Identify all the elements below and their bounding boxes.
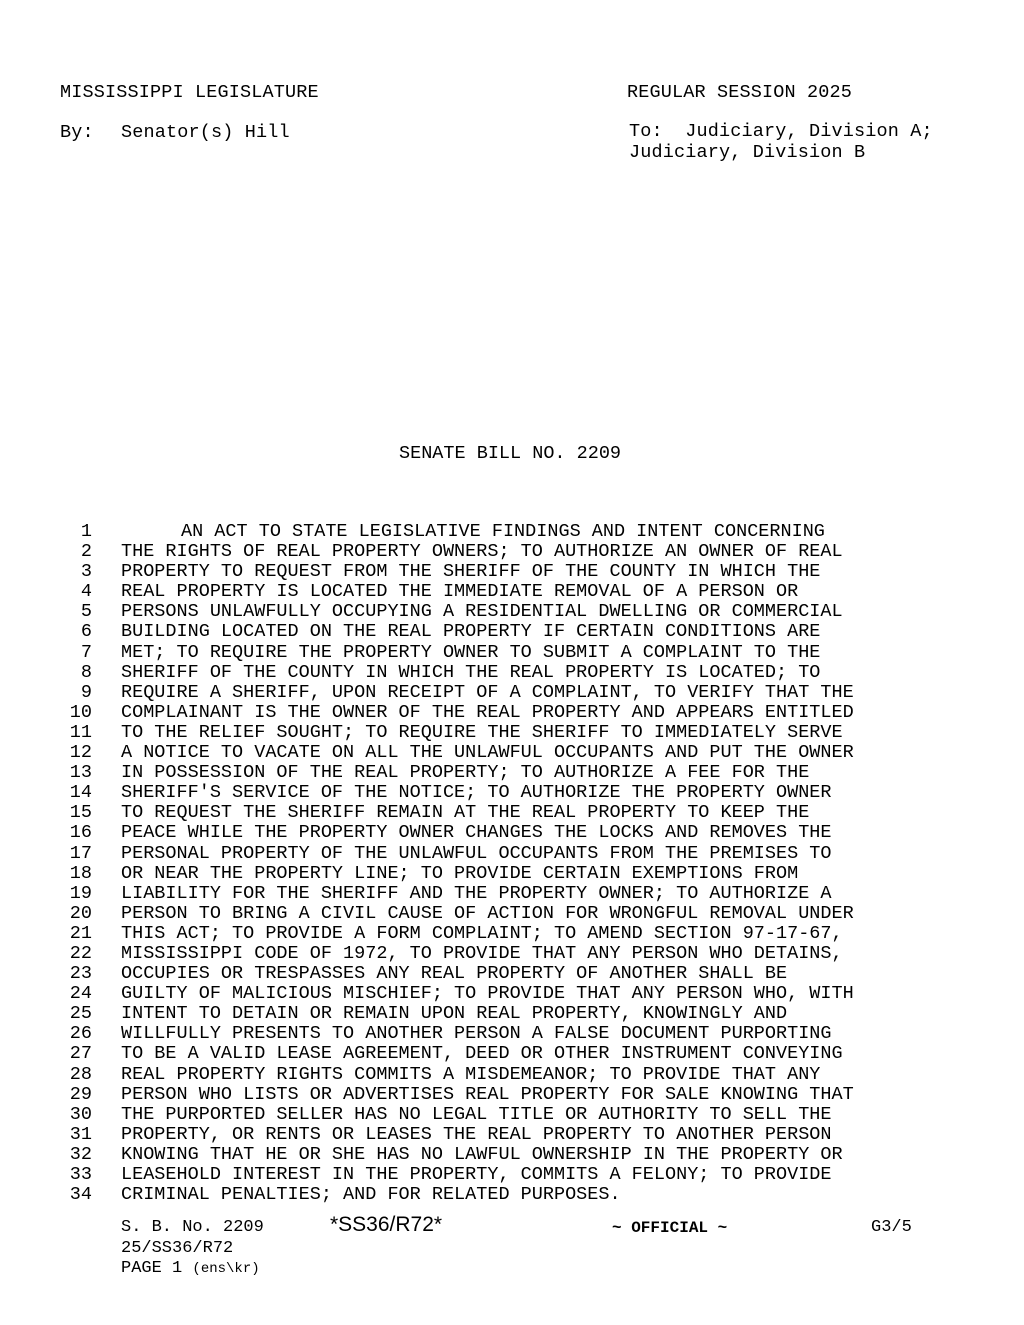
line-number: 9 xyxy=(80,681,92,703)
line-number: 7 xyxy=(80,641,92,663)
bill-line xyxy=(0,924,1024,944)
bill-line xyxy=(0,884,1024,904)
line-text: LEASEHOLD INTEREST IN THE PROPERTY, COMMITS A FELONY; TO PROVIDE xyxy=(121,1164,832,1185)
line-number: 24 xyxy=(69,983,92,1005)
bill-line xyxy=(0,723,1024,743)
line-text: MISSISSIPPI CODE OF 1972, TO PROVIDE THAT ANY PERSON WHO DETAINS, xyxy=(121,942,843,964)
footer-code: G3/5 xyxy=(871,1218,912,1237)
bill-line xyxy=(0,643,1024,663)
line-text: TO THE RELIEF SOUGHT; TO REQUIRE THE SHERIFF TO IMMEDIATELY SERVE xyxy=(121,721,843,743)
bill-line xyxy=(0,622,1024,642)
barcode-text: *SS36/R72* xyxy=(330,1213,443,1236)
line-text: PERSONAL PROPERTY OF THE UNLAWFUL OCCUPANTS FROM THE PREMISES TO xyxy=(121,842,832,864)
line-text: SHERIFF OF THE COUNTY IN WHICH THE REAL PROPERTY IS LOCATED; TO xyxy=(121,661,821,683)
bill-line xyxy=(0,562,1024,582)
official-label: ~ OFFICIAL ~ xyxy=(612,1219,728,1237)
line-number: 21 xyxy=(69,922,92,944)
bill-line xyxy=(0,844,1024,864)
line-number: 23 xyxy=(69,963,92,985)
page-note: (ens\kr) xyxy=(192,1261,260,1277)
line-number: 26 xyxy=(69,1023,92,1045)
line-number: 4 xyxy=(80,581,92,603)
line-text: AN ACT TO STATE LEGISLATIVE FINDINGS AND INTENT CONCERNING xyxy=(181,521,825,542)
bill-line xyxy=(0,823,1024,843)
legislature-name: MISSISSIPPI LEGISLATURE xyxy=(60,82,319,103)
bill-line xyxy=(0,944,1024,964)
line-number: 30 xyxy=(69,1103,92,1125)
line-number: 20 xyxy=(69,902,92,924)
line-number: 22 xyxy=(69,942,92,964)
committee-referral-line2: Judiciary, Division B xyxy=(629,142,866,163)
bill-line xyxy=(0,542,1024,562)
bill-line xyxy=(0,582,1024,602)
bill-line xyxy=(0,803,1024,823)
line-number: 6 xyxy=(80,621,92,643)
line-number: 14 xyxy=(69,782,92,804)
line-text: TO REQUEST THE SHERIFF REMAIN AT THE REAL PROPERTY TO KEEP THE xyxy=(121,802,810,824)
bill-line xyxy=(0,1105,1024,1125)
bill-line xyxy=(0,1024,1024,1044)
bill-line xyxy=(0,663,1024,683)
bill-line xyxy=(0,602,1024,622)
bill-line xyxy=(0,1065,1024,1085)
line-number: 3 xyxy=(80,561,92,583)
line-text: MET; TO REQUIRE THE PROPERTY OWNER TO SUBMIT A COMPLAINT TO THE xyxy=(121,641,821,663)
page-label: PAGE 1 xyxy=(121,1259,183,1278)
committee-referral-line1: To: Judiciary, Division A; xyxy=(629,121,933,142)
line-number: 15 xyxy=(69,802,92,824)
bill-line xyxy=(0,864,1024,884)
line-text: REAL PROPERTY IS LOCATED THE IMMEDIATE REMOVAL OF A PERSON OR xyxy=(121,581,799,603)
bill-line xyxy=(0,763,1024,783)
line-text: OCCUPIES OR TRESPASSES ANY REAL PROPERTY OF ANOTHER SHALL BE xyxy=(121,963,788,985)
by-label: By: xyxy=(60,122,94,143)
line-number: 1 xyxy=(80,521,92,542)
line-number: 25 xyxy=(69,1003,92,1025)
bill-line xyxy=(0,964,1024,984)
sponsor-name: Senator(s) Hill xyxy=(121,122,290,143)
footer-version: 25/SS36/R72 xyxy=(121,1239,234,1258)
session-label: REGULAR SESSION 2025 xyxy=(627,82,853,103)
line-text: THE RIGHTS OF REAL PROPERTY OWNERS; TO AUTHORIZE AN OWNER OF REAL xyxy=(121,541,843,563)
bill-line xyxy=(0,1165,1024,1185)
line-number: 19 xyxy=(69,882,92,904)
bill-title: SENATE BILL NO. 2209 xyxy=(399,443,622,464)
line-text: REQUIRE A SHERIFF, UPON RECEIPT OF A COMPLAINT, TO VERIFY THAT THE xyxy=(121,681,854,703)
bill-line xyxy=(0,1185,1024,1205)
line-text: OR NEAR THE PROPERTY LINE; TO PROVIDE CERTAIN EXEMPTIONS FROM xyxy=(121,862,799,884)
line-text: BUILDING LOCATED ON THE REAL PROPERTY IF CERTAIN CONDITIONS ARE xyxy=(121,621,821,643)
line-number: 31 xyxy=(69,1123,92,1145)
line-number: 34 xyxy=(69,1184,92,1206)
line-number: 17 xyxy=(69,842,92,864)
line-text: PEACE WHILE THE PROPERTY OWNER CHANGES THE LOCKS AND REMOVES THE xyxy=(121,822,832,844)
line-text: PROPERTY TO REQUEST FROM THE SHERIFF OF THE COUNTY IN WHICH THE xyxy=(121,561,821,583)
line-number: 5 xyxy=(80,601,92,623)
line-number: 27 xyxy=(69,1043,92,1065)
line-number: 12 xyxy=(69,742,92,764)
line-number: 29 xyxy=(69,1083,92,1105)
bill-line xyxy=(0,783,1024,803)
line-number: 11 xyxy=(69,721,92,743)
line-text: A NOTICE TO VACATE ON ALL THE UNLAWFUL OCCUPANTS AND PUT THE OWNER xyxy=(121,742,854,764)
line-number: 8 xyxy=(80,661,92,683)
footer-bill-ref: S. B. No. 2209 xyxy=(121,1218,264,1237)
line-text: COMPLAINANT IS THE OWNER OF THE REAL PROPERTY AND APPEARS ENTITLED xyxy=(121,701,854,723)
bill-line xyxy=(0,1145,1024,1165)
line-text: PERSONS UNLAWFULLY OCCUPYING A RESIDENTIAL DWELLING OR COMMERCIAL xyxy=(121,601,843,623)
bill-line xyxy=(0,522,1024,542)
line-text: PERSON TO BRING A CIVIL CAUSE OF ACTION FOR WRONGFUL REMOVAL UNDER xyxy=(121,902,854,924)
line-number: 10 xyxy=(69,701,92,723)
line-number: 2 xyxy=(80,541,92,563)
bill-line xyxy=(0,1004,1024,1024)
line-number: 28 xyxy=(69,1063,92,1085)
footer-page xyxy=(121,1259,260,1278)
line-text: SHERIFF'S SERVICE OF THE NOTICE; TO AUTHORIZE THE PROPERTY OWNER xyxy=(121,782,832,804)
line-text: THE PURPORTED SELLER HAS NO LEGAL TITLE OR AUTHORITY TO SELL THE xyxy=(121,1103,832,1125)
bill-line xyxy=(0,1044,1024,1064)
bill-line xyxy=(0,1085,1024,1105)
bill-text xyxy=(0,522,1024,1205)
line-text: INTENT TO DETAIN OR REMAIN UPON REAL PROPERTY, KNOWINGLY AND xyxy=(121,1003,788,1025)
bill-line xyxy=(0,703,1024,723)
line-text: REAL PROPERTY RIGHTS COMMITS A MISDEMEANOR; TO PROVIDE THAT ANY xyxy=(121,1063,821,1085)
bill-line xyxy=(0,683,1024,703)
line-number: 32 xyxy=(69,1143,92,1165)
line-text: LIABILITY FOR THE SHERIFF AND THE PROPERTY OWNER; TO AUTHORIZE A xyxy=(121,882,832,904)
line-number: 13 xyxy=(69,762,92,784)
bill-line xyxy=(0,984,1024,1004)
bill-line xyxy=(0,1125,1024,1145)
line-text: THIS ACT; TO PROVIDE A FORM COMPLAINT; TO AMEND SECTION 97-17-67, xyxy=(121,922,843,944)
bill-line xyxy=(0,904,1024,924)
line-text: CRIMINAL PENALTIES; AND FOR RELATED PURPOSES. xyxy=(121,1184,621,1206)
line-number: 18 xyxy=(69,862,92,884)
bill-line xyxy=(0,743,1024,763)
line-text: KNOWING THAT HE OR SHE HAS NO LAWFUL OWNERSHIP IN THE PROPERTY OR xyxy=(121,1143,843,1165)
line-text: TO BE A VALID LEASE AGREEMENT, DEED OR OTHER INSTRUMENT CONVEYING xyxy=(121,1043,843,1065)
line-text: PROPERTY, OR RENTS OR LEASES THE REAL PROPERTY TO ANOTHER PERSON xyxy=(121,1123,832,1145)
line-text: GUILTY OF MALICIOUS MISCHIEF; TO PROVIDE THAT ANY PERSON WHO, WITH xyxy=(121,983,854,1005)
line-text: WILLFULLY PRESENTS TO ANOTHER PERSON A FALSE DOCUMENT PURPORTING xyxy=(121,1023,832,1045)
line-text: IN POSSESSION OF THE REAL PROPERTY; TO AUTHORIZE A FEE FOR THE xyxy=(121,762,810,784)
line-number: 33 xyxy=(69,1164,92,1185)
line-text: PERSON WHO LISTS OR ADVERTISES REAL PROPERTY FOR SALE KNOWING THAT xyxy=(121,1083,854,1105)
line-number: 16 xyxy=(69,822,92,844)
